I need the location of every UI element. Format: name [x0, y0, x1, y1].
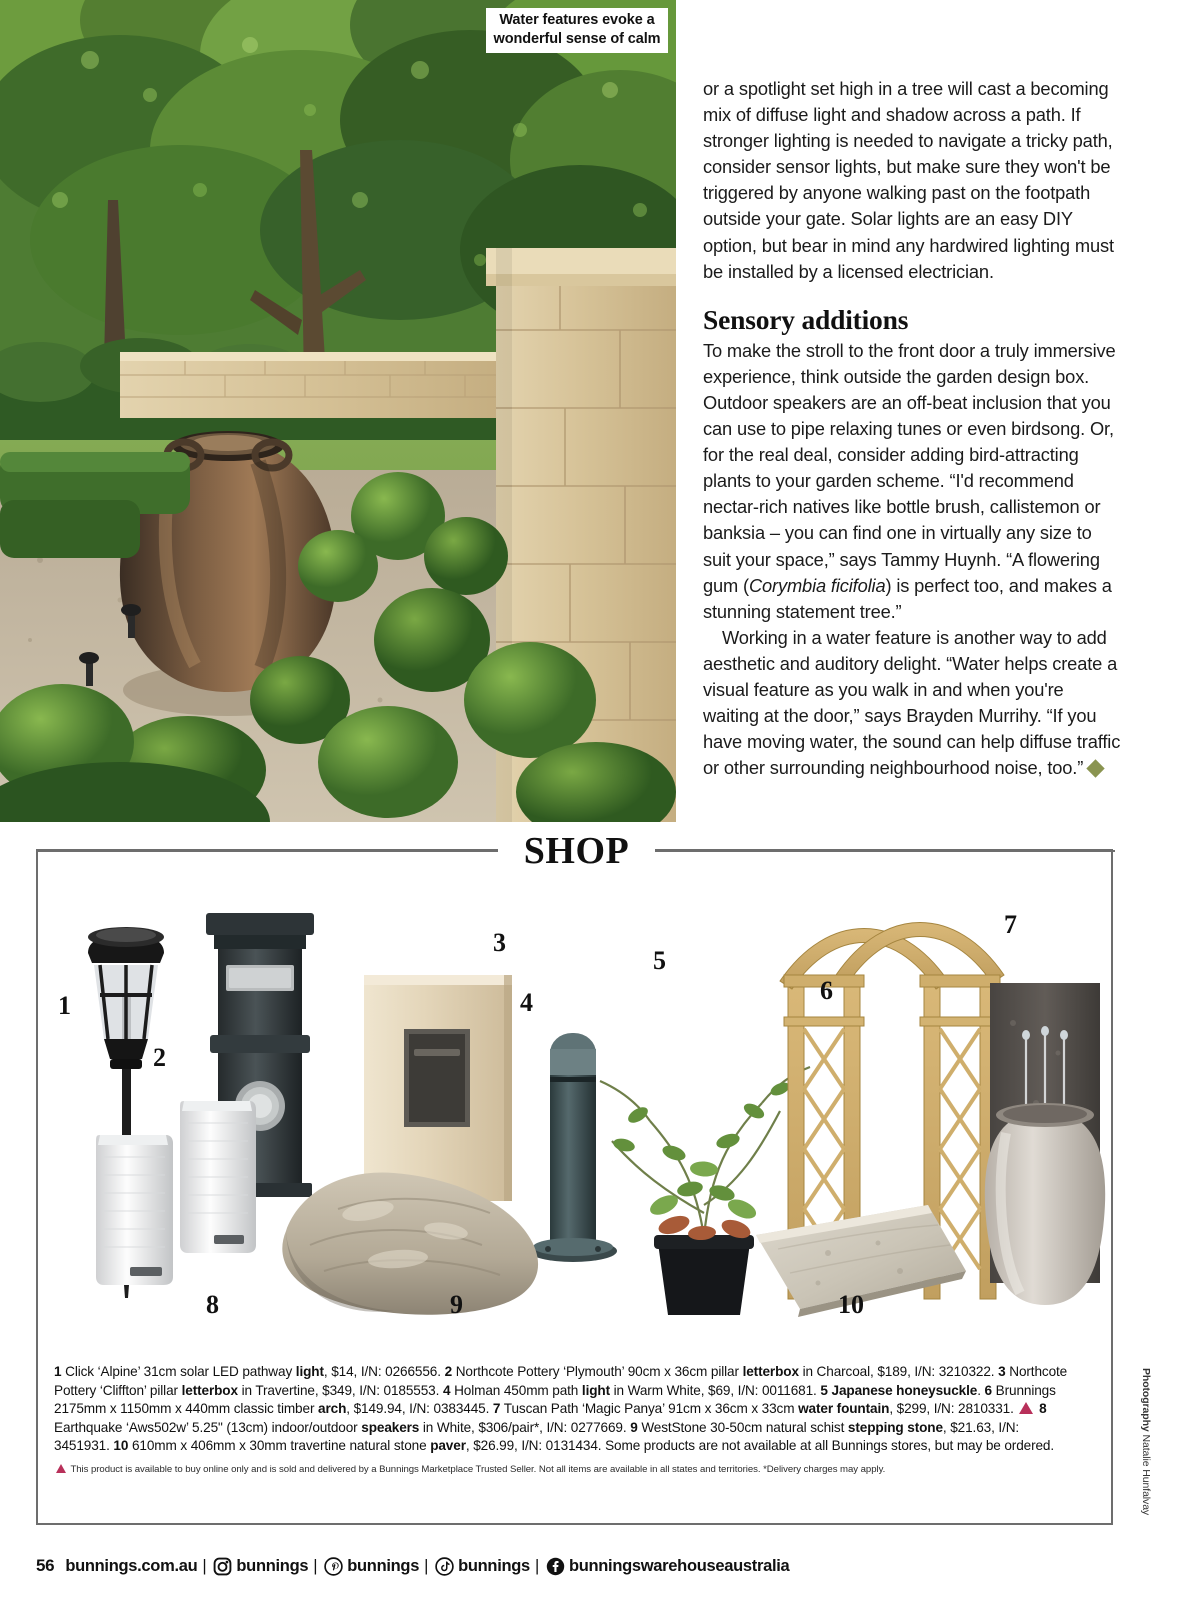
product-number-2: 2: [153, 1043, 166, 1072]
footer-separator-3: |: [424, 1556, 429, 1575]
footer-separator-4: |: [534, 1556, 539, 1575]
paragraph-3-text: Working in a water feature is another way to add aesthetic and auditory delight. “Water helps create a visual feature as you walk in and when you're waiting at the door,” says Brayden Murrihy. “If you have moving water, the sound can help diffuse traffic or other surrounding neighbourhood noise, too.”: [703, 626, 1121, 779]
caption-text-10: 610mm x 406mm x 30mm travertine natural stone paver, $26.99, I/N: 0131434.: [131, 1438, 602, 1454]
facebook-handle[interactable]: bunningswarehouseaustralia: [568, 1556, 790, 1575]
article-text-column: [703, 76, 1123, 781]
product-number-7: 7: [1004, 910, 1017, 939]
caption-num-7: 7: [492, 1401, 501, 1417]
caption-text-3: Northcote Pottery ‘Cliffton’ pillar letterbox in Travertine, $349, I/N: 0185553.: [54, 1364, 1068, 1398]
page-number: 56: [36, 1556, 55, 1575]
facebook-icon[interactable]: [546, 1557, 565, 1576]
photo-caption: Water features evoke a wonderful sense of calm: [486, 8, 668, 53]
shop-product-captions: 1 Click ‘Alpine’ 31cm solar LED pathway light, $14, I/N: 0266556. 2 Northcote Pottery ‘Plymouth’ 90cm x 36cm pillar letterbox in Charcoal, $189, I/N: 3210322. 3 Northcote Pottery ‘Cliffton’ pillar letterbox in Travertine, $349, I/N: 0185553. 4 Holman 450mm path light in Warm White, $69, I/N: 0011681. 5 Japanese honeysuckle. 6 Brunnings 2175mm x 1150mm x 440mm classic timber arch, $149.94, I/N: 0383445. 7 Tuscan Path ‘Magic Panya’ 91cm x 36cm x 33cm water fountain, $299, I/N: 2810331. 8 Earthquake ‘Aws502w’ 5.25" (13cm) indoor/outdoor speakers in White, $306/pair*, I/N: 0277669. 9 WestStone 30-50cm natural schist stepping stone, $21.63, I/N: 3451931. 10 610mm x 406mm x 30mm travertine natural stone paver, $26.99, I/N: 0131434. Some products are not available at all Bunnings stores, but may be ordered.: [54, 1364, 1068, 1454]
caption-num-4: 4: [442, 1382, 451, 1398]
product-number-1: 1: [58, 991, 71, 1020]
caption-num-8: 8: [1039, 1401, 1047, 1417]
footer-website[interactable]: bunnings.com.au: [65, 1556, 198, 1575]
caption-text-2: Northcote Pottery ‘Plymouth’ 90cm x 36cm pillar letterbox in Charcoal, $189, I/N: 3210322.: [455, 1364, 995, 1379]
caption-text-1: Click ‘Alpine’ 31cm solar LED pathway light, $14, I/N: 0266556.: [65, 1364, 441, 1379]
shop-panel: [36, 830, 1113, 1525]
section-heading-sensory-additions: Sensory additions: [703, 303, 909, 335]
caption-text-4: Holman 450mm path light in Warm White, $69, I/N: 0011681.: [454, 1382, 817, 1398]
caption-text-7: Tuscan Path ‘Magic Panya’ 91cm x 36cm x 33cm water fountain, $299, I/N: 2810331.: [503, 1401, 1014, 1417]
photography-credit-name: Natalie Hunfalvay: [1140, 1434, 1152, 1516]
page-footer: [36, 1556, 789, 1576]
marketplace-triangle-icon: [1019, 1402, 1033, 1414]
availability-note: Some products are not available at all Bunnings stores, but may be ordered.: [605, 1438, 1055, 1454]
product-number-3: 3: [493, 928, 506, 957]
article-paragraph-2: [703, 338, 1123, 625]
hero-garden-photo: [0, 0, 676, 822]
pinterest-icon[interactable]: [324, 1557, 343, 1576]
paragraph-2-part-b: ) is perfect too, and makes a stunning statement tree.”: [703, 574, 1112, 622]
photography-credit: [1140, 1368, 1152, 1548]
shop-rule-right: [655, 850, 1115, 852]
article-paragraph-1: or a spotlight set high in a tree will cast a becoming mix of diffuse light and shadow across a path. If stronger lighting is needed to navigate a tricky path, consider sensor lights, but make sure they won't be triggered by anyone walking past on the footpath outside your gate. Solar lights are an easy DIY option, but bear in mind any hardwired lighting must be installed by a licensed electrician.: [703, 78, 1114, 282]
paragraph-2-part-a: To make the stroll to the front door a truly immersive experience, think outside the garden design box. Outdoor speakers are an off-beat inclusion that you can use to pipe relaxing tunes or even birdsong. Or, for the real deal, consider adding bird-attracting plants to your garden scheme. “I'd recommend nectar-rich natives like bottle brush, callistemon or banksia – you can find one in virtually any size to suit your space,” says Tammy Huynh. “A flowering gum (: [703, 339, 1116, 596]
footer-separator-2: |: [313, 1556, 318, 1575]
caption-num-3: 3: [998, 1364, 1006, 1379]
caption-num-6: 6: [984, 1382, 992, 1398]
product-number-4: 4: [520, 988, 533, 1017]
disclaimer-triangle-icon: [56, 1464, 66, 1473]
product-number-9: 9: [450, 1290, 463, 1319]
article-end-mark-icon: [1086, 760, 1104, 778]
shop-caption-block: [54, 1363, 1074, 1476]
instagram-handle[interactable]: bunnings: [236, 1556, 309, 1575]
tiktok-icon[interactable]: [435, 1557, 454, 1576]
tiktok-handle[interactable]: bunnings: [458, 1556, 530, 1575]
disclaimer-text: This product is available to buy online only and is sold and delivered by a Bunnings Marketplace Trusted Seller. Not all items are available in all states and territories. *Delivery charges may apply.: [70, 1463, 886, 1475]
caption-num-2: 2: [444, 1364, 453, 1379]
caption-text-9: WestStone 30-50cm natural schist stepping stone, $21.63, I/N: 3451931.: [54, 1419, 1020, 1454]
footer-separator-1: |: [202, 1556, 207, 1575]
caption-num-1: 1: [54, 1364, 62, 1379]
shop-title: SHOP: [498, 831, 655, 871]
shop-disclaimer: [54, 1463, 1074, 1476]
caption-num-5: 5: [820, 1382, 828, 1398]
botanical-name-italic: Corymbia ficifolia: [748, 574, 886, 596]
instagram-icon[interactable]: [213, 1557, 232, 1576]
caption-num-10: 10: [113, 1438, 129, 1454]
shop-rule-left: [38, 850, 498, 852]
pinterest-handle[interactable]: bunnings: [347, 1556, 420, 1575]
product-number-8: 8: [206, 1290, 219, 1319]
caption-text-8: Earthquake ‘Aws502w’ 5.25" (13cm) indoor/outdoor speakers in White, $306/pair*, I/N: 0277669.: [54, 1419, 627, 1435]
caption-num-9: 9: [630, 1419, 638, 1435]
product-number-6: 6: [820, 976, 833, 1005]
product-number-10: 10: [838, 1290, 864, 1319]
shop-product-stage: [38, 853, 1111, 1353]
caption-text-5: Japanese honeysuckle: [831, 1382, 978, 1398]
photography-credit-label: Photography: [1140, 1368, 1152, 1432]
caption-text-6: Brunnings 2175mm x 1150mm x 440mm classic timber arch, $149.94, I/N: 0383445.: [54, 1382, 1056, 1417]
product-number-5: 5: [653, 946, 666, 975]
article-paragraph-3: [703, 625, 1123, 782]
